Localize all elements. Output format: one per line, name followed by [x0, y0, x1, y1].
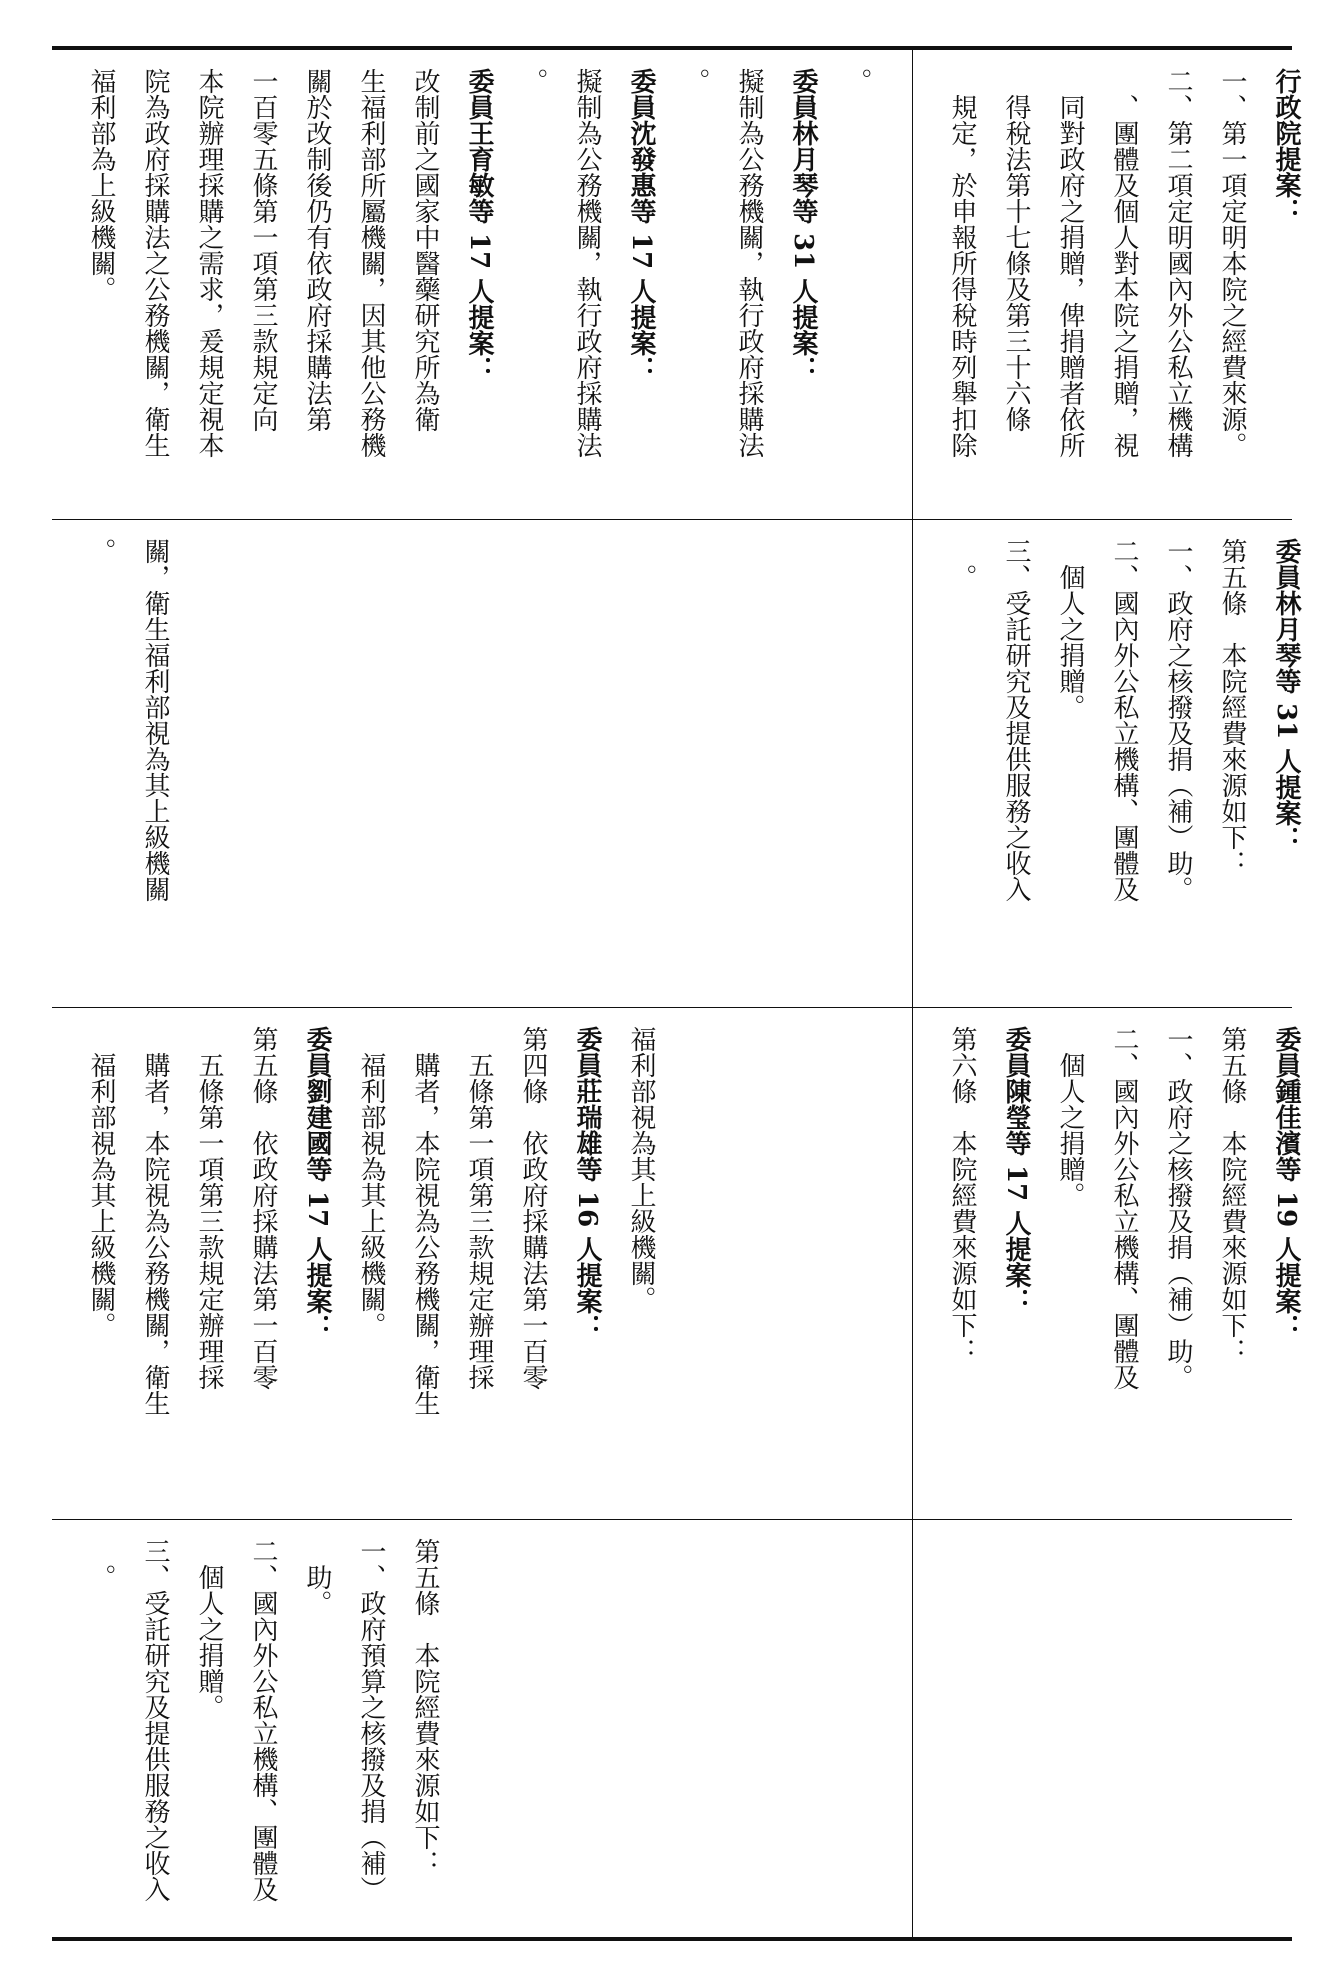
cell-third-right — [913, 1008, 1301, 1518]
text-line: 得稅法第十七條及第三十六條 — [1001, 68, 1031, 432]
text-line: 二、第二項定明國內外公私立機構 — [1163, 68, 1193, 458]
text-line: 三、受託研究及提供服務之收入 — [1001, 538, 1031, 902]
text-line: 購者，本院視為公務機關，衛生 — [140, 1026, 170, 1416]
text-line: 同對政府之捐贈，俾捐贈者依所 — [1055, 68, 1085, 458]
text-line: 本院辦理採購之需求，爰規定視本 — [194, 68, 224, 458]
text-line: 。 — [86, 1538, 116, 1590]
text-line: 個人之捐贈。 — [1055, 538, 1085, 720]
proposal-heading: 委員莊瑞雄等 16 人提案： — [572, 1026, 602, 1341]
text-line: 、團體及個人對本院之捐贈，視 — [1109, 68, 1139, 458]
text-line: 助。 — [302, 1538, 332, 1616]
cell-top-right — [913, 50, 1301, 519]
text-line: 。 — [680, 68, 710, 94]
text-line: 關，衛生福利部視為其上級機關 — [140, 538, 170, 902]
text-line: 第五條 本院經費來源如下： — [1217, 538, 1247, 876]
text-line: 一、政府之核撥及捐（補）助。 — [1163, 1026, 1193, 1390]
text-line: 擬制為公務機關，執行政府採購法 — [572, 68, 602, 458]
proposal-heading: 委員王育敏等 17 人提案： — [464, 68, 494, 383]
text-line: 五條第一項第三款規定辦理採 — [464, 1026, 494, 1390]
text-line: 二、國內外公私立機構、團體及 — [1109, 1026, 1139, 1390]
text-line: 購者，本院視為公務機關，衛生 — [410, 1026, 440, 1416]
text-line: 一、第一項定明本院之經費來源。 — [1217, 68, 1247, 458]
cell-second-left — [52, 520, 912, 1007]
bottom-border — [52, 1937, 1292, 1941]
proposal-heading: 委員劉建國等 17 人提案： — [302, 1026, 332, 1341]
text-line: 規定，於申報所得稅時列舉扣除 — [947, 68, 977, 458]
cell-second-right — [913, 520, 1301, 1007]
text-line: 第四條 依政府採購法第一百零 — [518, 1026, 548, 1390]
text-line: 第六條 本院經費來源如下： — [947, 1026, 977, 1364]
text-line: 。 — [86, 538, 116, 564]
text-line: 福利部視為其上級機關。 — [626, 1026, 656, 1312]
text-line: 一、政府預算之核撥及捐（補） — [356, 1538, 386, 1902]
text-line: 二、國內外公私立機構、團體及 — [248, 1538, 278, 1902]
text-line: 第五條 本院經費來源如下： — [410, 1538, 440, 1876]
text-line: 三、受託研究及提供服務之收入 — [140, 1538, 170, 1902]
text-line: 福利部視為其上級機關。 — [86, 1026, 116, 1338]
text-line: 關於改制後仍有依政府採購法第 — [302, 68, 332, 432]
text-line: 五條第一項第三款規定辦理採 — [194, 1026, 224, 1390]
cell-top-left — [52, 50, 912, 519]
text-line: 。 — [947, 538, 977, 590]
proposal-heading: 委員林月琴等 31 人提案： — [788, 68, 818, 383]
text-line: 個人之捐贈。 — [1055, 1026, 1085, 1208]
text-line: 一、政府之核撥及捐（補）助。 — [1163, 538, 1193, 902]
text-line: 。 — [842, 68, 872, 94]
text-line: 改制前之國家中醫藥研究所為衛 — [410, 68, 440, 432]
text-line: 一百零五條第一項第三款規定向 — [248, 68, 278, 432]
cell-bottom-left — [52, 1520, 912, 1937]
text-line: 福利部為上級機關。 — [86, 68, 116, 302]
document-table — [52, 46, 1301, 1941]
text-line: 。 — [518, 68, 548, 94]
proposal-heading: 行政院提案： — [1271, 68, 1301, 224]
proposal-heading: 委員鍾佳濱等 19 人提案： — [1271, 1026, 1301, 1341]
text-line: 個人之捐贈。 — [194, 1538, 224, 1720]
text-line: 院為政府採購法之公務機關，衛生 — [140, 68, 170, 458]
text-line: 二、國內外公私立機構、團體及 — [1109, 538, 1139, 902]
proposal-heading: 委員陳瑩等 17 人提案： — [1001, 1026, 1031, 1315]
proposal-heading: 委員沈發惠等 17 人提案： — [626, 68, 656, 383]
text-line: 擬制為公務機關，執行政府採購法 — [734, 68, 764, 458]
proposal-heading: 委員林月琴等 31 人提案： — [1271, 538, 1301, 853]
text-line: 福利部視為其上級機關。 — [356, 1026, 386, 1338]
text-line: 第五條 依政府採購法第一百零 — [248, 1026, 278, 1390]
cell-bottom-right — [913, 1520, 1292, 1937]
text-line: 生福利部所屬機關，因其他公務機 — [356, 68, 386, 458]
text-line: 第五條 本院經費來源如下： — [1217, 1026, 1247, 1364]
cell-third-left — [52, 1008, 912, 1518]
